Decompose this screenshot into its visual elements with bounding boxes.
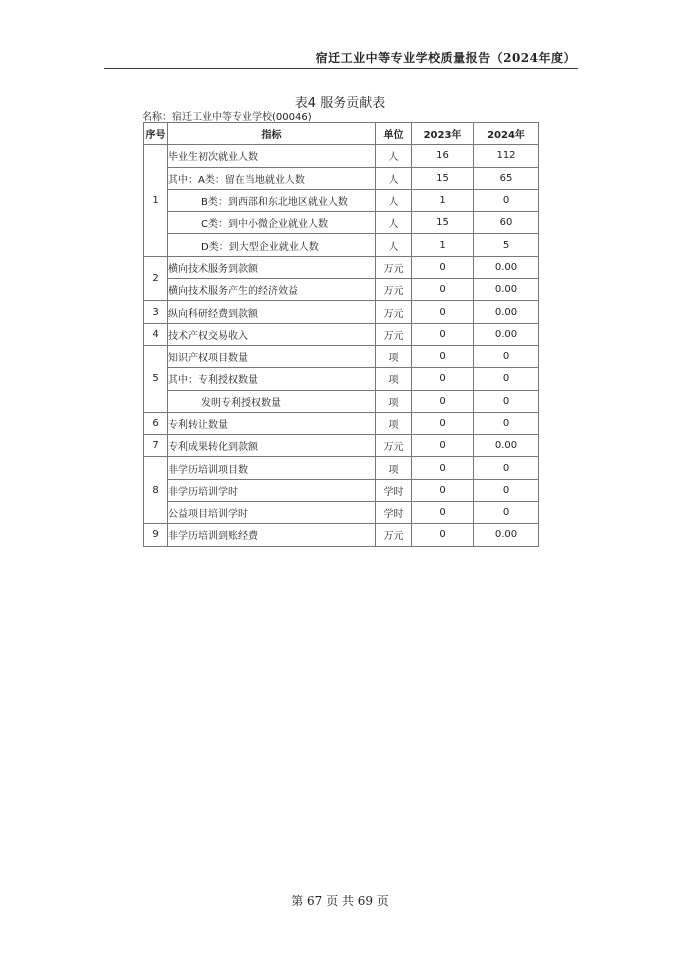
value-2024-cell: 0 xyxy=(474,368,539,390)
table-row xyxy=(144,435,539,457)
unit-cell: 人 xyxy=(376,189,412,211)
unit-cell: 人 xyxy=(376,167,412,189)
table-row xyxy=(144,189,539,211)
value-2023-cell: 0 xyxy=(412,390,474,412)
row-seq-cell: 6 xyxy=(144,412,168,434)
value-2024-cell: 112 xyxy=(474,145,539,167)
school-name-label: 名称：宿迁工业中等专业学校(00046) xyxy=(142,112,312,123)
value-2023-cell: 1 xyxy=(412,189,474,211)
row-seq-cell: 1 xyxy=(144,145,168,256)
unit-cell: 项 xyxy=(376,390,412,412)
indicator-cell: 技术产权交易收入 xyxy=(168,323,376,345)
report-header-title: 宿迁工业中等专业学校质量报告（2024年度） xyxy=(315,51,576,65)
unit-cell: 学时 xyxy=(376,479,412,501)
table-row xyxy=(144,368,539,390)
table-row xyxy=(144,479,539,501)
row-seq-cell: 9 xyxy=(144,524,168,546)
value-2024-cell: 0 xyxy=(474,390,539,412)
table-header-row xyxy=(144,123,539,145)
value-2024-cell: 65 xyxy=(474,167,539,189)
indicator-cell: 横向技术服务到款额 xyxy=(168,256,376,278)
table-row xyxy=(144,145,539,167)
value-2023-cell: 0 xyxy=(412,256,474,278)
value-2023-cell: 0 xyxy=(412,279,474,301)
indicator-cell: 公益项目培训学时 xyxy=(168,502,376,524)
table-row xyxy=(144,323,539,345)
column-header-2024: 2024年 xyxy=(474,123,539,145)
value-2023-cell: 0 xyxy=(412,301,474,323)
value-2024-cell: 0 xyxy=(474,457,539,479)
value-2023-cell: 0 xyxy=(412,345,474,367)
indicator-cell: 横向技术服务产生的经济效益 xyxy=(168,279,376,301)
row-seq-cell: 4 xyxy=(144,323,168,345)
indicator-cell: 非学历培训项目数 xyxy=(168,457,376,479)
value-2024-cell: 0.00 xyxy=(474,279,539,301)
value-2023-cell: 0 xyxy=(412,524,474,546)
value-2023-cell: 0 xyxy=(412,479,474,501)
table-row xyxy=(144,167,539,189)
unit-cell: 项 xyxy=(376,457,412,479)
indicator-cell: D类：到大型企业就业人数 xyxy=(168,234,376,256)
table-body xyxy=(144,145,539,546)
table-row xyxy=(144,390,539,412)
table-row xyxy=(144,524,539,546)
value-2024-cell: 0.00 xyxy=(474,435,539,457)
column-header-2023: 2023年 xyxy=(412,123,474,145)
indicator-cell: 非学历培训学时 xyxy=(168,479,376,501)
unit-cell: 万元 xyxy=(376,256,412,278)
unit-cell: 人 xyxy=(376,145,412,167)
row-seq-cell: 2 xyxy=(144,256,168,301)
unit-cell: 学时 xyxy=(376,502,412,524)
indicator-cell: 知识产权项目数量 xyxy=(168,345,376,367)
unit-cell: 万元 xyxy=(376,435,412,457)
indicator-cell: 毕业生初次就业人数 xyxy=(168,145,376,167)
table-row xyxy=(144,412,539,434)
value-2024-cell: 0.00 xyxy=(474,323,539,345)
value-2024-cell: 60 xyxy=(474,212,539,234)
column-header-unit: 单位 xyxy=(376,123,412,145)
value-2023-cell: 15 xyxy=(412,212,474,234)
unit-cell: 项 xyxy=(376,345,412,367)
unit-cell: 人 xyxy=(376,234,412,256)
unit-cell: 万元 xyxy=(376,301,412,323)
value-2024-cell: 0 xyxy=(474,345,539,367)
table-row xyxy=(144,301,539,323)
table-title: 表4 服务贡献表 xyxy=(294,96,386,111)
value-2024-cell: 0 xyxy=(474,189,539,211)
table-row xyxy=(144,457,539,479)
unit-cell: 人 xyxy=(376,212,412,234)
indicator-cell: 其中：专利授权数量 xyxy=(168,368,376,390)
unit-cell: 万元 xyxy=(376,524,412,546)
row-seq-cell: 8 xyxy=(144,457,168,524)
table-row xyxy=(144,279,539,301)
unit-cell: 万元 xyxy=(376,279,412,301)
unit-cell: 项 xyxy=(376,412,412,434)
value-2024-cell: 0.00 xyxy=(474,524,539,546)
value-2024-cell: 0 xyxy=(474,479,539,501)
indicator-cell: 专利转让数量 xyxy=(168,412,376,434)
value-2023-cell: 0 xyxy=(412,457,474,479)
column-header-seq: 序号 xyxy=(144,123,168,145)
table-row xyxy=(144,345,539,367)
indicator-cell: 非学历培训到账经费 xyxy=(168,524,376,546)
value-2024-cell: 0 xyxy=(474,502,539,524)
indicator-cell: 纵向科研经费到款额 xyxy=(168,301,376,323)
value-2023-cell: 0 xyxy=(412,502,474,524)
indicator-cell: 发明专利授权数量 xyxy=(168,390,376,412)
table-row xyxy=(144,502,539,524)
indicator-cell: B类：到西部和东北地区就业人数 xyxy=(168,189,376,211)
value-2023-cell: 16 xyxy=(412,145,474,167)
row-seq-cell: 5 xyxy=(144,345,168,412)
unit-cell: 万元 xyxy=(376,323,412,345)
value-2023-cell: 1 xyxy=(412,234,474,256)
table-row xyxy=(144,212,539,234)
row-seq-cell: 7 xyxy=(144,435,168,457)
value-2023-cell: 0 xyxy=(412,412,474,434)
table-row xyxy=(144,256,539,278)
value-2024-cell: 0.00 xyxy=(474,256,539,278)
value-2023-cell: 0 xyxy=(412,323,474,345)
value-2024-cell: 0.00 xyxy=(474,301,539,323)
value-2023-cell: 0 xyxy=(412,435,474,457)
header-rule xyxy=(104,68,578,69)
unit-cell: 项 xyxy=(376,368,412,390)
value-2023-cell: 0 xyxy=(412,368,474,390)
value-2024-cell: 0 xyxy=(474,412,539,434)
table-row xyxy=(144,234,539,256)
value-2023-cell: 15 xyxy=(412,167,474,189)
column-header-indicator: 指标 xyxy=(168,123,376,145)
service-contribution-table xyxy=(143,122,539,547)
indicator-cell: C类：到中小微企业就业人数 xyxy=(168,212,376,234)
indicator-cell: 其中：A类：留在当地就业人数 xyxy=(168,167,376,189)
value-2024-cell: 5 xyxy=(474,234,539,256)
row-seq-cell: 3 xyxy=(144,301,168,323)
page-number-footer: 第 67 页 共 69 页 xyxy=(291,894,389,908)
indicator-cell: 专利成果转化到款额 xyxy=(168,435,376,457)
